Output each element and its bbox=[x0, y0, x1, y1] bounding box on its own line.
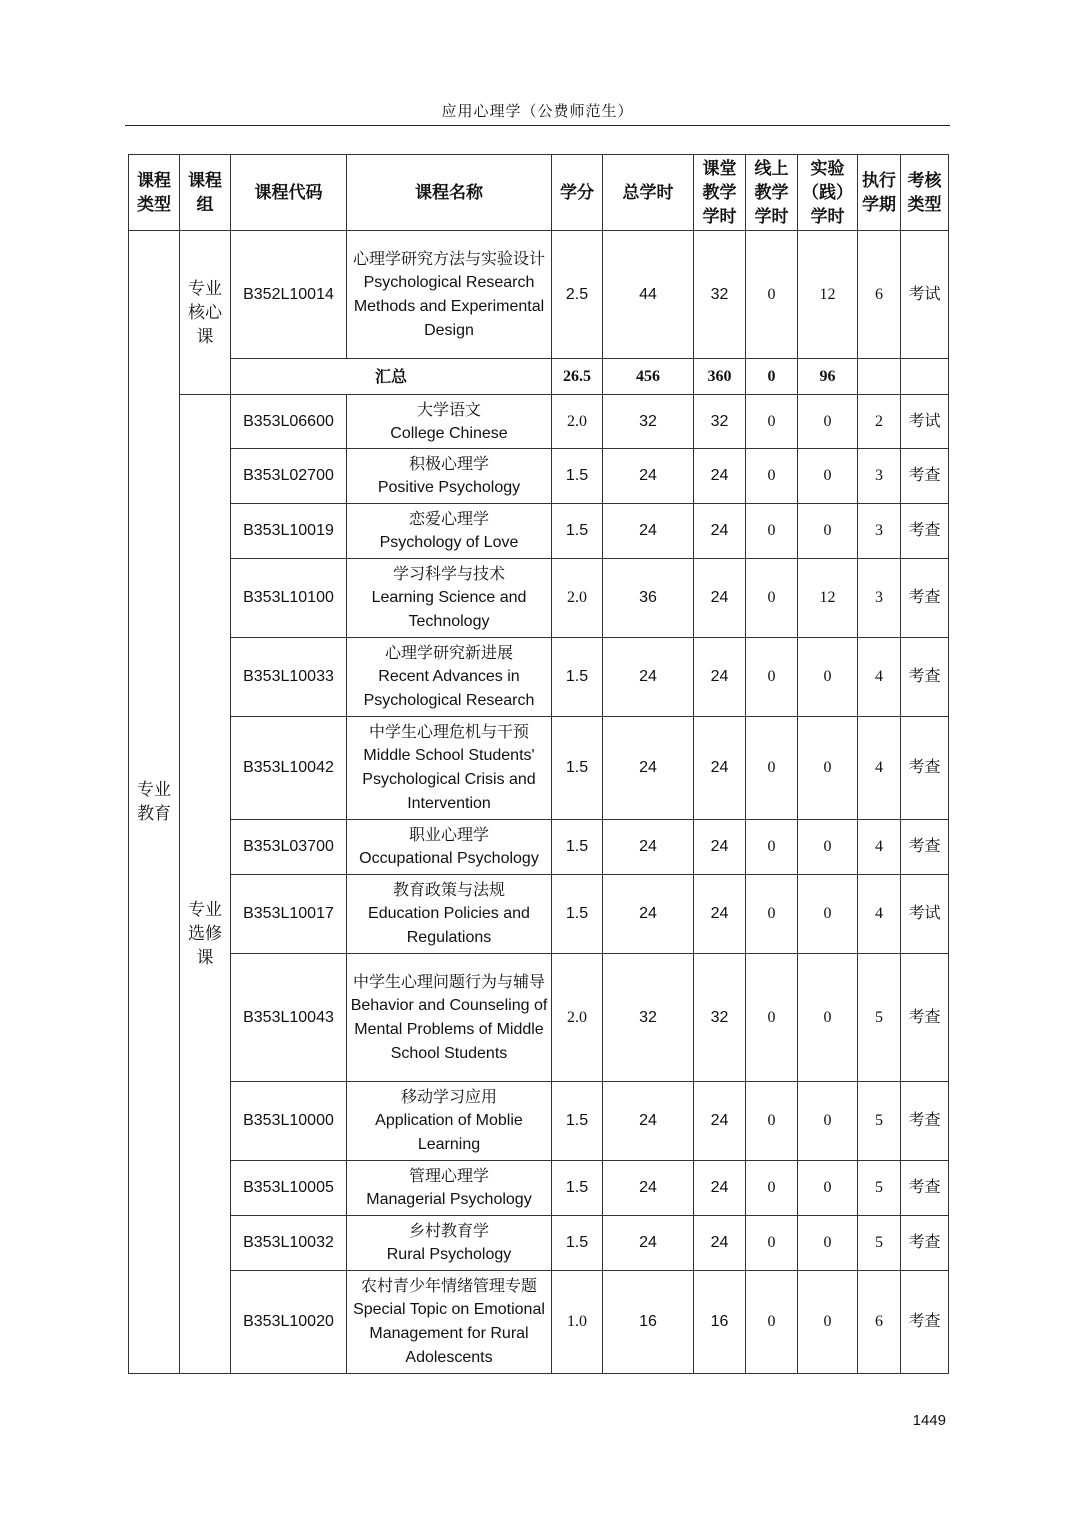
term-cell: 3 bbox=[858, 559, 901, 638]
term-cell: 5 bbox=[858, 1216, 901, 1271]
column-header: 总学时 bbox=[603, 155, 694, 231]
lab-hours-cell: 0 bbox=[798, 820, 858, 875]
course-name-cn: 学习科学与技术 bbox=[392, 564, 505, 583]
online-hours-cell: 0 bbox=[746, 1161, 798, 1216]
class-hours-cell: 32 bbox=[694, 231, 746, 359]
credit-cell: 1.0 bbox=[552, 1271, 603, 1374]
course-code: B352L10014 bbox=[231, 231, 347, 359]
table-row bbox=[129, 820, 949, 875]
table-row bbox=[129, 638, 949, 717]
class-hours-cell: 24 bbox=[694, 875, 746, 954]
column-header: 课程代码 bbox=[231, 155, 347, 231]
credit-cell: 1.5 bbox=[552, 820, 603, 875]
total-hours-cell: 32 bbox=[603, 395, 694, 449]
summary-credit: 26.5 bbox=[552, 359, 603, 395]
course-name-cn: 恋爱心理学 bbox=[408, 509, 489, 528]
term-cell: 6 bbox=[858, 1271, 901, 1374]
term-cell: 4 bbox=[858, 717, 901, 820]
exam-type-cell: 考查 bbox=[901, 504, 949, 559]
course-name-en: Education Policies and Regulations bbox=[368, 905, 530, 946]
course-name-en: College Chinese bbox=[390, 424, 508, 442]
column-header: 课程 组 bbox=[180, 155, 231, 231]
table-row bbox=[129, 231, 949, 359]
course-name-cn: 大学语文 bbox=[416, 399, 481, 419]
exam-type-cell: 考查 bbox=[901, 954, 949, 1082]
class-hours-cell: 24 bbox=[694, 1161, 746, 1216]
total-hours-cell: 24 bbox=[603, 1216, 694, 1271]
class-hours-cell: 24 bbox=[694, 820, 746, 875]
column-header: 课程名称 bbox=[347, 155, 552, 231]
course-name-cell bbox=[347, 504, 552, 559]
course-name-cell bbox=[347, 1271, 552, 1374]
class-hours-cell: 24 bbox=[694, 1082, 746, 1161]
course-name-en: Middle School Students' Psychological Crisis and Intervention bbox=[362, 747, 536, 812]
total-hours-cell: 24 bbox=[603, 638, 694, 717]
term-cell: 3 bbox=[858, 504, 901, 559]
exam-type-cell: 考查 bbox=[901, 1082, 949, 1161]
page-header-title: 应用心理学（公费师范生） bbox=[441, 102, 634, 120]
exam-type-cell: 考试 bbox=[901, 231, 949, 359]
class-hours-cell: 24 bbox=[694, 1216, 746, 1271]
lab-hours-cell: 12 bbox=[798, 559, 858, 638]
term-cell: 5 bbox=[858, 1161, 901, 1216]
class-hours-cell: 24 bbox=[694, 559, 746, 638]
total-hours-cell: 24 bbox=[603, 1161, 694, 1216]
exam-type-cell: 考查 bbox=[901, 1271, 949, 1374]
table-row bbox=[129, 1082, 949, 1161]
class-hours-cell: 24 bbox=[694, 449, 746, 504]
term-cell: 6 bbox=[858, 231, 901, 359]
table-row bbox=[129, 1271, 949, 1374]
lab-hours-cell: 0 bbox=[798, 1161, 858, 1216]
course-name-cn: 中学生心理危机与干预 bbox=[368, 722, 529, 741]
course-name-cn: 中学生心理问题行为与辅导 bbox=[352, 971, 545, 991]
credit-cell: 2.0 bbox=[552, 559, 603, 638]
course-name-cell bbox=[347, 1082, 552, 1161]
credit-cell: 1.5 bbox=[552, 1216, 603, 1271]
online-hours-cell: 0 bbox=[746, 717, 798, 820]
course-code: B353L02700 bbox=[231, 449, 347, 504]
total-hours-cell: 44 bbox=[603, 231, 694, 359]
course-name-en: Application of Moblie Learning bbox=[375, 1112, 523, 1153]
course-name-cell bbox=[347, 1216, 552, 1271]
page-number: 1449 bbox=[912, 1412, 946, 1429]
table-row bbox=[129, 717, 949, 820]
lab-hours-cell: 0 bbox=[798, 1271, 858, 1374]
online-hours-cell: 0 bbox=[746, 954, 798, 1082]
exam-type-cell: 考查 bbox=[901, 1161, 949, 1216]
credit-cell: 1.5 bbox=[552, 1161, 603, 1216]
course-code: B353L10005 bbox=[231, 1161, 347, 1216]
course-name-en: Special Topic on Emotional Management for Rural Adolescents bbox=[353, 1301, 545, 1366]
online-hours-cell: 0 bbox=[746, 1082, 798, 1161]
lab-hours-cell: 0 bbox=[798, 1082, 858, 1161]
table-row bbox=[129, 449, 949, 504]
credit-cell: 1.5 bbox=[552, 717, 603, 820]
total-hours-cell: 24 bbox=[603, 1082, 694, 1161]
course-name-cn: 教育政策与法规 bbox=[392, 880, 505, 899]
column-header: 线上 教学 学时 bbox=[746, 155, 798, 231]
course-name-en: Managerial Psychology bbox=[366, 1191, 532, 1208]
term-cell: 4 bbox=[858, 820, 901, 875]
course-code: B353L10017 bbox=[231, 875, 347, 954]
table-row bbox=[129, 504, 949, 559]
online-hours-cell: 0 bbox=[746, 820, 798, 875]
class-hours-cell: 32 bbox=[694, 954, 746, 1082]
online-hours-cell: 0 bbox=[746, 449, 798, 504]
course-name-cn: 职业心理学 bbox=[408, 825, 489, 844]
lab-hours-cell: 12 bbox=[798, 231, 858, 359]
credit-cell: 1.5 bbox=[552, 449, 603, 504]
credit-cell: 2.0 bbox=[552, 395, 603, 449]
course-name-cn: 心理学研究新进展 bbox=[384, 643, 513, 662]
class-hours-cell: 16 bbox=[694, 1271, 746, 1374]
course-group-cell: 专业 核心 课 bbox=[180, 231, 231, 395]
total-hours-cell: 24 bbox=[603, 449, 694, 504]
online-hours-cell: 0 bbox=[746, 504, 798, 559]
exam-type-cell: 考试 bbox=[901, 395, 949, 449]
table-row bbox=[129, 1216, 949, 1271]
class-hours-cell: 24 bbox=[694, 717, 746, 820]
course-group-cell: 专业 选修 课 bbox=[180, 395, 231, 1374]
course-code: B353L10032 bbox=[231, 1216, 347, 1271]
summary-row bbox=[129, 359, 949, 395]
course-code: B353L10100 bbox=[231, 559, 347, 638]
total-hours-cell: 36 bbox=[603, 559, 694, 638]
course-name-cell bbox=[347, 638, 552, 717]
column-header: 执行 学期 bbox=[858, 155, 901, 231]
course-table bbox=[128, 154, 949, 1374]
online-hours-cell: 0 bbox=[746, 1216, 798, 1271]
total-hours-cell: 24 bbox=[603, 820, 694, 875]
total-hours-cell: 24 bbox=[603, 717, 694, 820]
lab-hours-cell: 0 bbox=[798, 638, 858, 717]
course-code: B353L10033 bbox=[231, 638, 347, 717]
total-hours-cell: 24 bbox=[603, 875, 694, 954]
course-name-cn: 移动学习应用 bbox=[400, 1087, 497, 1106]
course-type-cell: 专业 教育 bbox=[129, 231, 180, 1374]
summary-label: 汇总 bbox=[231, 359, 552, 395]
course-name-en: Psychological Research Methods and Experimental Design bbox=[353, 273, 545, 339]
term-cell: 2 bbox=[858, 395, 901, 449]
total-hours-cell: 16 bbox=[603, 1271, 694, 1374]
exam-type-cell: 考查 bbox=[901, 820, 949, 875]
credit-cell: 1.5 bbox=[552, 875, 603, 954]
online-hours-cell: 0 bbox=[746, 638, 798, 717]
summary-class-hours: 360 bbox=[694, 359, 746, 395]
course-name-cell bbox=[347, 875, 552, 954]
lab-hours-cell: 0 bbox=[798, 717, 858, 820]
course-name-cell bbox=[347, 559, 552, 638]
exam-type-cell: 考查 bbox=[901, 559, 949, 638]
online-hours-cell: 0 bbox=[746, 395, 798, 449]
course-name-en: Behavior and Counseling of Mental Problems of Middle School Students bbox=[350, 996, 548, 1062]
course-code: B353L10042 bbox=[231, 717, 347, 820]
course-name-cell bbox=[347, 820, 552, 875]
course-name-en: Rural Psychology bbox=[386, 1246, 512, 1263]
class-hours-cell: 32 bbox=[694, 395, 746, 449]
online-hours-cell: 0 bbox=[746, 231, 798, 359]
course-name-cell bbox=[347, 954, 552, 1082]
credit-cell: 1.5 bbox=[552, 638, 603, 717]
online-hours-cell: 0 bbox=[746, 875, 798, 954]
course-name-cell bbox=[347, 231, 552, 359]
lab-hours-cell: 0 bbox=[798, 449, 858, 504]
class-hours-cell: 24 bbox=[694, 638, 746, 717]
exam-type-cell: 考查 bbox=[901, 1216, 949, 1271]
table-row bbox=[129, 875, 949, 954]
credit-cell: 2.5 bbox=[552, 231, 603, 359]
total-hours-cell: 24 bbox=[603, 504, 694, 559]
summary-online-hours: 0 bbox=[746, 359, 798, 395]
course-name-en: Learning Science and Technology bbox=[371, 589, 527, 630]
course-name-cn: 乡村教育学 bbox=[408, 1221, 489, 1240]
exam-type-cell: 考试 bbox=[901, 875, 949, 954]
course-name-cell bbox=[347, 717, 552, 820]
term-cell: 4 bbox=[858, 875, 901, 954]
course-name-cell bbox=[347, 395, 552, 449]
lab-hours-cell: 0 bbox=[798, 504, 858, 559]
summary-lab-hours: 96 bbox=[798, 359, 858, 395]
table-row bbox=[129, 395, 949, 449]
term-cell: 3 bbox=[858, 449, 901, 504]
exam-type-cell: 考查 bbox=[901, 638, 949, 717]
summary-total-hours: 456 bbox=[603, 359, 694, 395]
course-name-cn: 管理心理学 bbox=[408, 1166, 489, 1185]
summary-term-empty bbox=[858, 359, 901, 395]
lab-hours-cell: 0 bbox=[798, 1216, 858, 1271]
table-header-row bbox=[129, 155, 949, 231]
course-name-cn: 农村青少年情绪管理专题 bbox=[360, 1276, 537, 1295]
lab-hours-cell: 0 bbox=[798, 395, 858, 449]
course-code: B353L10020 bbox=[231, 1271, 347, 1374]
term-cell: 5 bbox=[858, 954, 901, 1082]
course-code: B353L03700 bbox=[231, 820, 347, 875]
course-name-en: Positive Psychology bbox=[377, 479, 521, 496]
course-code: B353L10000 bbox=[231, 1082, 347, 1161]
class-hours-cell: 24 bbox=[694, 504, 746, 559]
credit-cell: 1.5 bbox=[552, 504, 603, 559]
total-hours-cell: 32 bbox=[603, 954, 694, 1082]
course-code: B353L06600 bbox=[231, 395, 347, 449]
column-header: 课程 类型 bbox=[129, 155, 180, 231]
course-name-cn: 心理学研究方法与实验设计 bbox=[352, 248, 545, 268]
table-row bbox=[129, 954, 949, 1082]
exam-type-cell: 考查 bbox=[901, 717, 949, 820]
online-hours-cell: 0 bbox=[746, 1271, 798, 1374]
credit-cell: 2.0 bbox=[552, 954, 603, 1082]
column-header: 考核 类型 bbox=[901, 155, 949, 231]
header-rule bbox=[125, 125, 950, 126]
column-header: 实验 （践） 学时 bbox=[798, 155, 858, 231]
table-row bbox=[129, 559, 949, 638]
course-name-en: Occupational Psychology bbox=[359, 850, 539, 867]
table-row bbox=[129, 1161, 949, 1216]
course-name-cell bbox=[347, 449, 552, 504]
column-header: 学分 bbox=[552, 155, 603, 231]
exam-type-cell: 考查 bbox=[901, 449, 949, 504]
lab-hours-cell: 0 bbox=[798, 875, 858, 954]
credit-cell: 1.5 bbox=[552, 1082, 603, 1161]
term-cell: 5 bbox=[858, 1082, 901, 1161]
course-code: B353L10043 bbox=[231, 954, 347, 1082]
column-header: 课堂 教学 学时 bbox=[694, 155, 746, 231]
term-cell: 4 bbox=[858, 638, 901, 717]
online-hours-cell: 0 bbox=[746, 559, 798, 638]
course-code: B353L10019 bbox=[231, 504, 347, 559]
course-name-cell bbox=[347, 1161, 552, 1216]
course-name-en: Recent Advances in Psychological Research bbox=[363, 668, 535, 709]
summary-exam-empty bbox=[901, 359, 949, 395]
lab-hours-cell: 0 bbox=[798, 954, 858, 1082]
course-name-en: Psychology of Love bbox=[379, 534, 519, 551]
course-name-cn: 积极心理学 bbox=[408, 454, 489, 473]
